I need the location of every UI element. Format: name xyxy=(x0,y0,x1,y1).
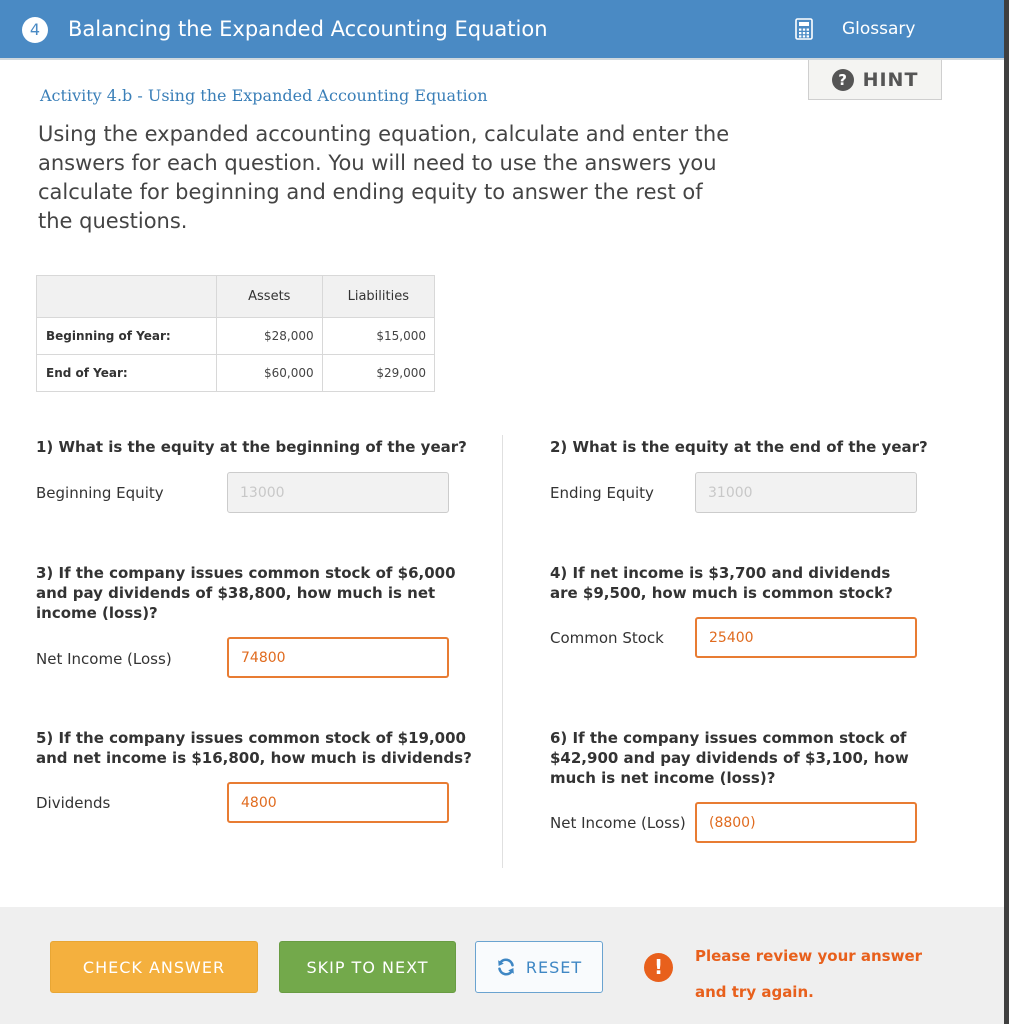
balance-table xyxy=(36,275,435,392)
question-4-text: 4) If net income is $3,700 and dividends are $9,500, how much is common stock? xyxy=(550,564,893,602)
table-row xyxy=(37,318,435,355)
column-divider xyxy=(502,435,503,868)
header-bar xyxy=(0,0,1009,58)
row-label: Beginning of Year: xyxy=(37,318,217,355)
liabilities-cell: $29,000 xyxy=(322,355,434,392)
assets-cell: $28,000 xyxy=(217,318,323,355)
liabilities-cell: $15,000 xyxy=(322,318,434,355)
table-header-row xyxy=(37,276,435,318)
dividends-label: Dividends xyxy=(36,794,111,812)
reset-label: RESET xyxy=(525,957,583,977)
refresh-icon xyxy=(496,957,516,977)
table-header-empty xyxy=(37,276,217,318)
calculator-icon xyxy=(795,18,813,40)
dividends-input[interactable] xyxy=(227,782,449,823)
skip-to-next-button[interactable]: SKIP TO NEXT xyxy=(279,941,456,993)
page-title: Balancing the Expanded Accounting Equation xyxy=(68,17,548,41)
table-header-assets: Assets xyxy=(217,276,323,318)
exclamation-circle-icon: ! xyxy=(644,953,673,982)
net-income-input-q6[interactable] xyxy=(695,802,917,843)
assets-cell: $60,000 xyxy=(217,355,323,392)
net-income-label: Net Income (Loss) xyxy=(550,814,686,832)
question-3-text: 3) If the company issues common stock of $6,000 and pay dividends of $38,800, how much is net income (loss)? xyxy=(36,564,456,622)
common-stock-label: Common Stock xyxy=(550,629,664,647)
window-edge xyxy=(1004,0,1009,1024)
question-5-text: 5) If the company issues common stock of $19,000 and net income is $16,800, how much is dividends? xyxy=(36,729,472,767)
table-header-liabilities: Liabilities xyxy=(322,276,434,318)
common-stock-input[interactable] xyxy=(695,617,917,658)
instructions-text: Using the expanded accounting equation, calculate and enter the answers for each question. You will need to use the answers you calculate for beginning and ending equity to answer the rest of the questions. xyxy=(38,122,730,233)
beginning-equity-label: Beginning Equity xyxy=(36,484,164,502)
check-answer-button[interactable]: CHECK ANSWER xyxy=(50,941,258,993)
row-label: End of Year: xyxy=(37,355,217,392)
question-6-text: 6) If the company issues common stock of $42,900 and pay dividends of $3,100, how much is net income (loss)? xyxy=(550,729,909,787)
glossary-label: Glossary xyxy=(842,19,916,39)
activity-title: Activity 4.b - Using the Expanded Accounting Equation xyxy=(40,86,488,105)
question-2-text: 2) What is the equity at the end of the year? xyxy=(550,438,928,456)
section-number-badge: 4 xyxy=(22,17,48,43)
question-circle-icon: ? xyxy=(832,69,854,91)
net-income-label: Net Income (Loss) xyxy=(36,650,172,668)
reset-button[interactable] xyxy=(475,941,603,993)
feedback-message: Please review your answer and try again. xyxy=(695,947,923,1001)
beginning-equity-input[interactable] xyxy=(227,472,449,513)
hint-label: HINT xyxy=(862,68,919,91)
glossary-button[interactable] xyxy=(795,18,915,40)
hint-button[interactable] xyxy=(808,60,942,100)
ending-equity-input[interactable] xyxy=(695,472,917,513)
ending-equity-label: Ending Equity xyxy=(550,484,654,502)
question-1-text: 1) What is the equity at the beginning of the year? xyxy=(36,438,467,456)
table-row xyxy=(37,355,435,392)
net-income-input-q3[interactable] xyxy=(227,637,449,678)
